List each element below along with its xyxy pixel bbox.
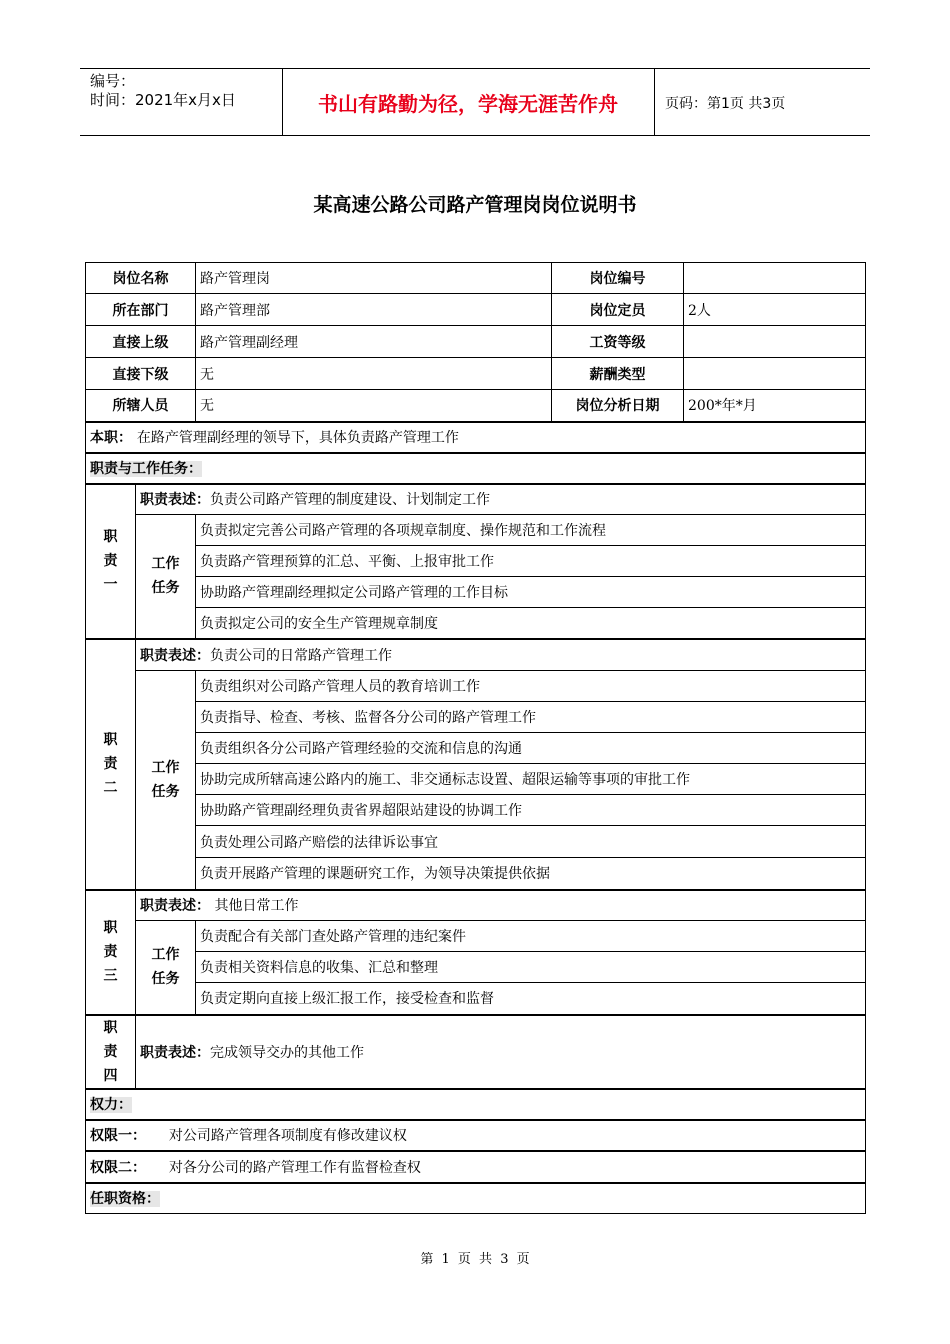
header-divider-right bbox=[654, 68, 655, 136]
info-label: 直接下级 bbox=[86, 358, 196, 390]
info-value: 无 bbox=[196, 390, 552, 422]
info-value: 无 bbox=[196, 358, 552, 390]
task-item: 负责开展路产管理的课题研究工作，为领导决策提供依据 bbox=[196, 858, 866, 890]
mission-row bbox=[86, 422, 866, 453]
duties-heading bbox=[86, 453, 866, 484]
info-row bbox=[86, 358, 866, 390]
power-heading bbox=[86, 1089, 866, 1120]
info-value: 路产管理部 bbox=[196, 294, 552, 326]
info-row bbox=[86, 263, 866, 294]
task-row bbox=[86, 858, 866, 890]
task-row bbox=[86, 515, 866, 546]
task-row bbox=[86, 702, 866, 733]
power-row bbox=[86, 1151, 866, 1183]
power-item bbox=[86, 1120, 866, 1151]
task-item: 负责组织各分公司路产管理经验的交流和信息的沟通 bbox=[196, 733, 866, 764]
duty-name bbox=[86, 890, 136, 1015]
info-label: 岗位名称 bbox=[86, 263, 196, 294]
duty-statement-label: 职责表述： bbox=[140, 1044, 210, 1061]
duty-2-name: 职责二 bbox=[103, 732, 118, 796]
task-row bbox=[86, 952, 866, 983]
task-item: 协助路产管理副经理负责省界超限站建设的协调工作 bbox=[196, 795, 866, 826]
power-item bbox=[86, 1151, 866, 1183]
duty-statement-text: 负责公司的日常路产管理工作 bbox=[210, 647, 392, 664]
duty-name bbox=[86, 1015, 136, 1089]
task-row bbox=[86, 577, 866, 608]
task-item: 负责相关资料信息的收集、汇总和整理 bbox=[196, 952, 866, 983]
info-label: 所在部门 bbox=[86, 294, 196, 326]
qualification-heading-row bbox=[86, 1183, 866, 1214]
mission-cell bbox=[86, 422, 866, 453]
task-item: 协助路产管理副经理拟定公司路产管理的工作目标 bbox=[196, 577, 866, 608]
info-label: 岗位分析日期 bbox=[552, 390, 684, 422]
task-row bbox=[86, 795, 866, 826]
page-footer: 第 1 页 共 3 页 bbox=[420, 1252, 530, 1267]
power-heading-text: 权力： bbox=[90, 1097, 132, 1113]
header-number-label: 编号： bbox=[90, 72, 136, 90]
info-value: 路产管理岗 bbox=[196, 263, 552, 294]
duty-statement-label: 职责表述： bbox=[140, 898, 210, 915]
task-item: 负责配合有关部门查处路产管理的违纪案件 bbox=[196, 921, 866, 952]
info-value bbox=[684, 263, 866, 294]
duty-statement-text: 完成领导交办的其他工作 bbox=[210, 1044, 364, 1061]
duty-statement-label: 职责表述： bbox=[140, 647, 210, 664]
task-label bbox=[136, 515, 196, 639]
header-time-label: 时间：2021年x月x日 bbox=[90, 91, 236, 109]
job-description-table bbox=[85, 262, 866, 1214]
header-top-rule bbox=[80, 68, 870, 69]
mission-text: 在路产管理副经理的领导下，具体负责路产管理工作 bbox=[136, 430, 459, 446]
power-row bbox=[86, 1120, 866, 1151]
header-page-code: 页码：第1页 共3页 bbox=[665, 96, 786, 112]
duty-name bbox=[86, 484, 136, 639]
task-row bbox=[86, 983, 866, 1015]
info-value bbox=[684, 358, 866, 390]
task-label-text: 工作任务 bbox=[151, 556, 180, 597]
task-row bbox=[86, 546, 866, 577]
qualification-heading bbox=[86, 1183, 866, 1214]
duty-statement-row bbox=[86, 639, 866, 671]
task-label bbox=[136, 671, 196, 890]
document-title: 某高速公路公司路产管理岗岗位说明书 bbox=[313, 194, 637, 216]
info-label: 工资等级 bbox=[552, 326, 684, 358]
task-label-text: 工作任务 bbox=[151, 947, 180, 988]
task-label-text: 工作任务 bbox=[151, 759, 180, 800]
duty-statement bbox=[136, 639, 866, 671]
info-value: 路产管理副经理 bbox=[196, 326, 552, 358]
task-row bbox=[86, 733, 866, 764]
task-row bbox=[86, 608, 866, 639]
header-motto: 书山有路勤为径，学海无涯苦作舟 bbox=[318, 92, 618, 116]
duty-name bbox=[86, 639, 136, 890]
duty-3-name: 职责三 bbox=[103, 920, 118, 984]
task-item: 协助完成所辖高速公路内的施工、非交通标志设置、超限运输等事项的审批工作 bbox=[196, 764, 866, 795]
duty-statement bbox=[136, 890, 866, 921]
mission-label: 本职： bbox=[90, 430, 132, 446]
info-value: 2人 bbox=[684, 294, 866, 326]
info-row bbox=[86, 326, 866, 358]
duty-1-name: 职责一 bbox=[103, 529, 118, 593]
task-item: 负责拟定完善公司路产管理的各项规章制度、操作规范和工作流程 bbox=[196, 515, 866, 546]
task-item: 负责处理公司路产赔偿的法律诉讼事宜 bbox=[196, 826, 866, 858]
task-item: 负责定期向直接上级汇报工作，接受检查和监督 bbox=[196, 983, 866, 1015]
info-label: 薪酬类型 bbox=[552, 358, 684, 390]
task-item: 负责路产管理预算的汇总、平衡、上报审批工作 bbox=[196, 546, 866, 577]
duty-statement bbox=[136, 484, 866, 515]
info-label: 直接上级 bbox=[86, 326, 196, 358]
power-label: 权限一： bbox=[90, 1128, 146, 1144]
duties-heading-text: 职责与工作任务： bbox=[90, 461, 202, 477]
info-row bbox=[86, 294, 866, 326]
duty-statement-row bbox=[86, 890, 866, 921]
info-value bbox=[684, 326, 866, 358]
task-row bbox=[86, 826, 866, 858]
duty-statement-row bbox=[86, 1015, 866, 1089]
info-row bbox=[86, 390, 866, 422]
qualification-heading-text: 任职资格： bbox=[90, 1191, 160, 1208]
task-item: 负责组织对公司路产管理人员的教育培训工作 bbox=[196, 671, 866, 702]
power-text: 对各分公司的路产管理工作有监督检查权 bbox=[168, 1159, 421, 1176]
power-text: 对公司路产管理各项制度有修改建议权 bbox=[168, 1128, 407, 1144]
header-bottom-rule bbox=[80, 135, 870, 136]
task-item: 负责拟定公司的安全生产管理规章制度 bbox=[196, 608, 866, 639]
power-label: 权限二： bbox=[90, 1159, 146, 1176]
info-value: 200*年*月 bbox=[684, 390, 866, 422]
info-label: 岗位定员 bbox=[552, 294, 684, 326]
task-row bbox=[86, 921, 866, 952]
duty-statement-label: 职责表述： bbox=[140, 492, 210, 509]
duties-heading-row bbox=[86, 453, 866, 484]
info-label: 所辖人员 bbox=[86, 390, 196, 422]
task-row bbox=[86, 671, 866, 702]
duty-statement-text: 负责公司路产管理的制度建设、计划制定工作 bbox=[210, 492, 490, 509]
info-label: 岗位编号 bbox=[552, 263, 684, 294]
duty-statement-row bbox=[86, 484, 866, 515]
duty-statement-text: 其他日常工作 bbox=[210, 898, 299, 915]
task-item: 负责指导、检查、考核、监督各分公司的路产管理工作 bbox=[196, 702, 866, 733]
task-row bbox=[86, 764, 866, 795]
task-label bbox=[136, 921, 196, 1015]
duty-statement bbox=[136, 1015, 866, 1089]
duty-4-name: 职责四 bbox=[103, 1019, 118, 1084]
power-heading-row bbox=[86, 1089, 866, 1120]
